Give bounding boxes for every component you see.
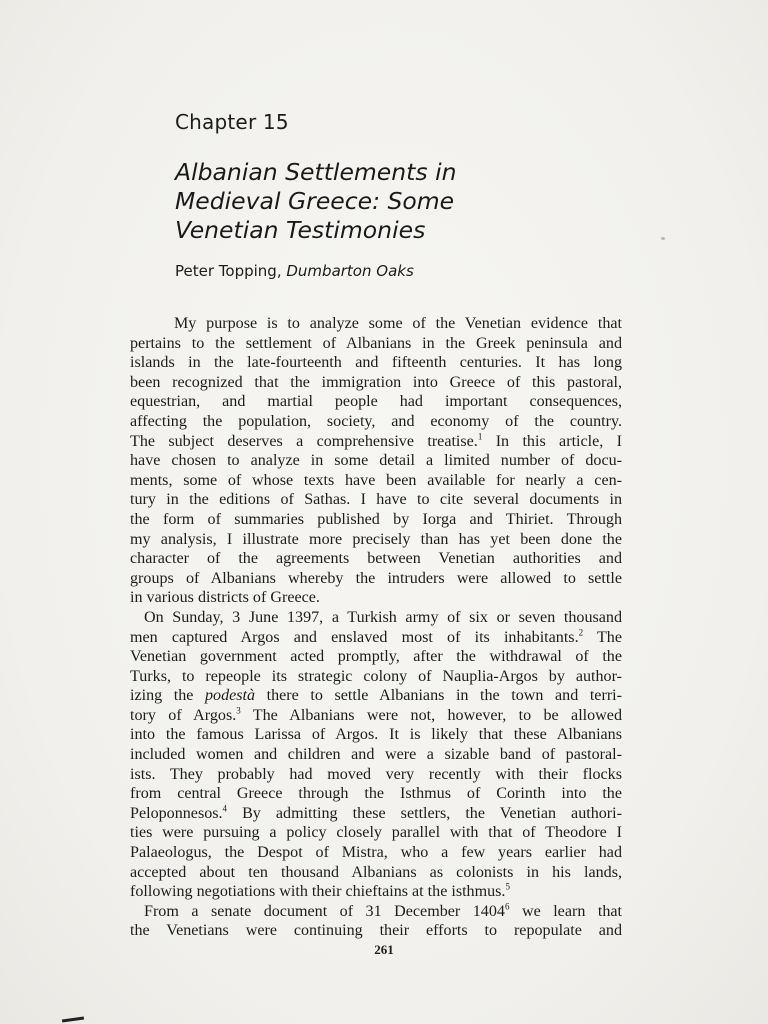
text-line: my analysis, I illustrate more precisely than has yet been done the xyxy=(130,530,622,548)
text-line: men captured Argos and enslaved most of its inhabitants.$^2$ The xyxy=(130,627,622,646)
title-line: Medieval Greece: Some xyxy=(175,187,455,215)
text-line: Venetian government acted promptly, after the withdrawal of the xyxy=(130,648,622,666)
text-line: have chosen to analyze in some detail a limited number of docu- xyxy=(130,452,622,470)
author-byline xyxy=(175,262,414,280)
text-line: ists. They probably had moved very recently with their flocks xyxy=(130,765,622,783)
text-line: Peloponnesos.$^4$ By admitting these settlers, the Venetian authori- xyxy=(130,803,622,822)
text-line: My purpose is to analyze some of the Venetian evidence that xyxy=(174,315,622,332)
text-line: On Sunday, 3 June 1397, a Turkish army of six or seven thousand xyxy=(144,608,622,626)
text-line: tury in the editions of Sathas. I have to cite several documents in xyxy=(130,491,622,509)
text-line: affecting the population, society, and economy of the country. xyxy=(130,412,622,430)
author-name: Peter Topping, xyxy=(175,262,282,280)
text-line: character of the agreements between Venetian authorities and xyxy=(130,550,622,568)
text-line: tory of Argos.$^3$ The Albanians were not, however, to be allowed xyxy=(130,705,622,724)
text-line: into the famous Larissa of Argos. It is likely that these Albanians xyxy=(130,726,622,744)
body-text xyxy=(130,314,622,941)
text-line: the Venetians were continuing their efforts to repopulate and xyxy=(130,922,622,940)
text-line: following negotiations with their chieftains at the isthmus.$^5$ xyxy=(130,881,510,901)
text-line: in various districts of Greece. xyxy=(130,589,320,607)
text-line: groups of Albanians whereby the intruders were allowed to settle xyxy=(130,569,622,587)
page-number: 261 xyxy=(374,942,394,957)
text-line: islands in the late-fourteenth and fifteenth centuries. It has long xyxy=(130,354,622,372)
text-line: izing the podestà there to settle Albanians in the town and terri- xyxy=(130,687,623,705)
text-line: pertains to the settlement of Albanians in the Greek peninsula and xyxy=(130,334,622,352)
scan-edge-mark xyxy=(62,1016,84,1022)
text-line: The subject deserves a comprehensive treatise.$^1$ In this article, I xyxy=(130,431,623,450)
text-line: included women and children and were a sizable band of pastoral- xyxy=(130,746,622,764)
text-line: Palaeologus, the Despot of Mistra, who a few years earlier had xyxy=(130,844,622,862)
text-line: from central Greece through the Isthmus of Corinth into the xyxy=(130,785,622,803)
text-line: the form of summaries published by Iorga and Thiriet. Through xyxy=(130,510,622,528)
text-line: Turks, to repeople its strategic colony of Nauplia-Argos by author- xyxy=(130,667,622,685)
title-line: Albanian Settlements in xyxy=(175,158,457,186)
text-line: From a senate document of 31 December 1404$^6$ we learn that xyxy=(144,901,622,920)
title-line: Venetian Testimonies xyxy=(175,216,426,244)
text-line: accepted about ten thousand Albanians as colonists in his lands, xyxy=(130,863,622,881)
text-line: ties were pursuing a policy closely parallel with that of Theodore I xyxy=(130,824,622,842)
chapter-label: Chapter 15 xyxy=(175,110,289,134)
text-line: been recognized that the immigration into Greece of this pastoral, xyxy=(130,373,622,391)
chapter-title xyxy=(175,158,635,245)
author-affiliation: Dumbarton Oaks xyxy=(286,262,414,280)
text-line: equestrian, and martial people had important consequences, xyxy=(130,393,622,411)
scan-speck xyxy=(661,237,665,240)
text-line: ments, some of whose texts have been available for nearly a cen- xyxy=(130,471,622,489)
